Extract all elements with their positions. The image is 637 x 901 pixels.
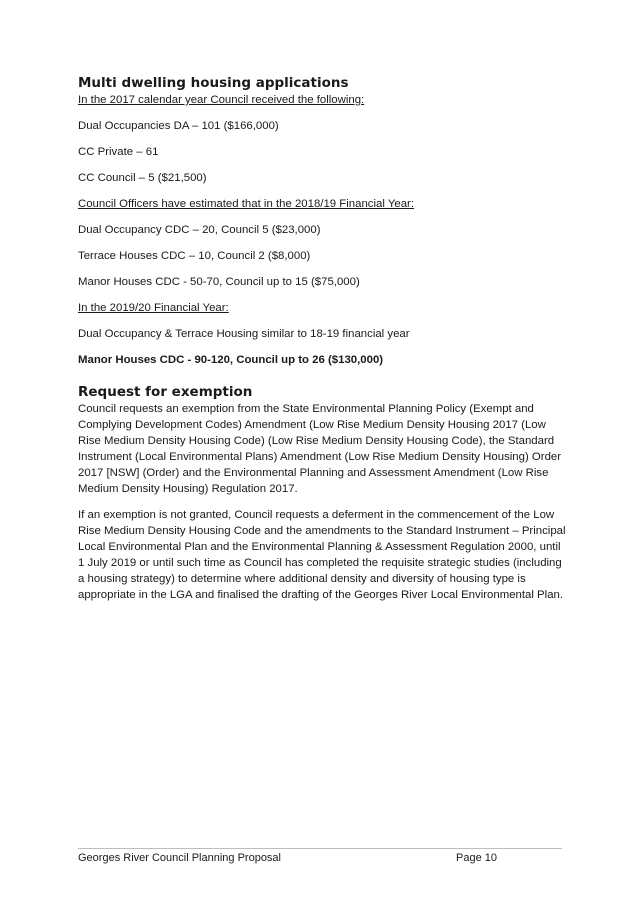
deferment-paragraph: If an exemption is not granted, Council requests a deferment in the commencement of the Low Rise Medium Density Housing Code and the amendments to the Standard Instrument – Principal Local Environmental Plan and the Environmental Planning & Assessment Regulation 2000, until 1 July 2019 or until such time as Council has completed the requisite strategic studies (including a housing strategy) to determine where additional density and diversity of housing type is appropriate in the LGA and finalised the drafting of the Georges River Local Environmental Plan. bbox=[78, 509, 566, 601]
stat-line-manor-houses-cdc-2018: Manor Houses CDC - 50-70, Council up to 15 ($75,000) bbox=[78, 276, 360, 288]
intro-2017-line: In the 2017 calendar year Council received the following: bbox=[78, 94, 365, 106]
document-page bbox=[78, 74, 568, 603]
section-heading-request-exemption: Request for exemption bbox=[78, 384, 253, 400]
intro-2018-19-line: Council Officers have estimated that in the 2018/19 Financial Year: bbox=[78, 198, 415, 210]
stat-line-cc-council: CC Council – 5 ($21,500) bbox=[78, 172, 207, 184]
footer-page-number: Page 10 bbox=[456, 852, 497, 864]
stat-line-terrace-houses-cdc: Terrace Houses CDC – 10, Council 2 ($8,000) bbox=[78, 250, 311, 262]
stat-line-dual-terrace-similar: Dual Occupancy & Terrace Housing similar to 18-19 financial year bbox=[78, 328, 410, 340]
footer-divider bbox=[78, 848, 562, 849]
footer-document-title: Georges River Council Planning Proposal bbox=[78, 852, 281, 864]
intro-2019-20-line: In the 2019/20 Financial Year: bbox=[78, 302, 229, 314]
section-heading-multi-dwelling: Multi dwelling housing applications bbox=[78, 75, 349, 91]
stat-line-manor-houses-cdc-2019: Manor Houses CDC - 90-120, Council up to 26 ($130,000) bbox=[78, 354, 384, 366]
exemption-paragraph: Council requests an exemption from the State Environmental Planning Policy (Exempt and Complying Development Codes) Amendment (Low Rise Medium Density Housing 2017 (Low Rise Medium Density Housing Code) (Low Rise Medium Density Housing Code), the Standard Instrument (Local Environmental Plans) Amendment (Low Rise Medium Density Housing) Order 2017 [NSW] (Order) and the Environmental Planning and Assessment Amendment (Low Rise Medium Density Housing) Regulation 2017. bbox=[78, 403, 562, 495]
stat-line-cc-private: CC Private – 61 bbox=[78, 146, 159, 158]
stat-line-dual-occupancies-da: Dual Occupancies DA – 101 ($166,000) bbox=[78, 120, 279, 132]
stat-line-dual-occupancy-cdc: Dual Occupancy CDC – 20, Council 5 ($23,000) bbox=[78, 224, 321, 236]
